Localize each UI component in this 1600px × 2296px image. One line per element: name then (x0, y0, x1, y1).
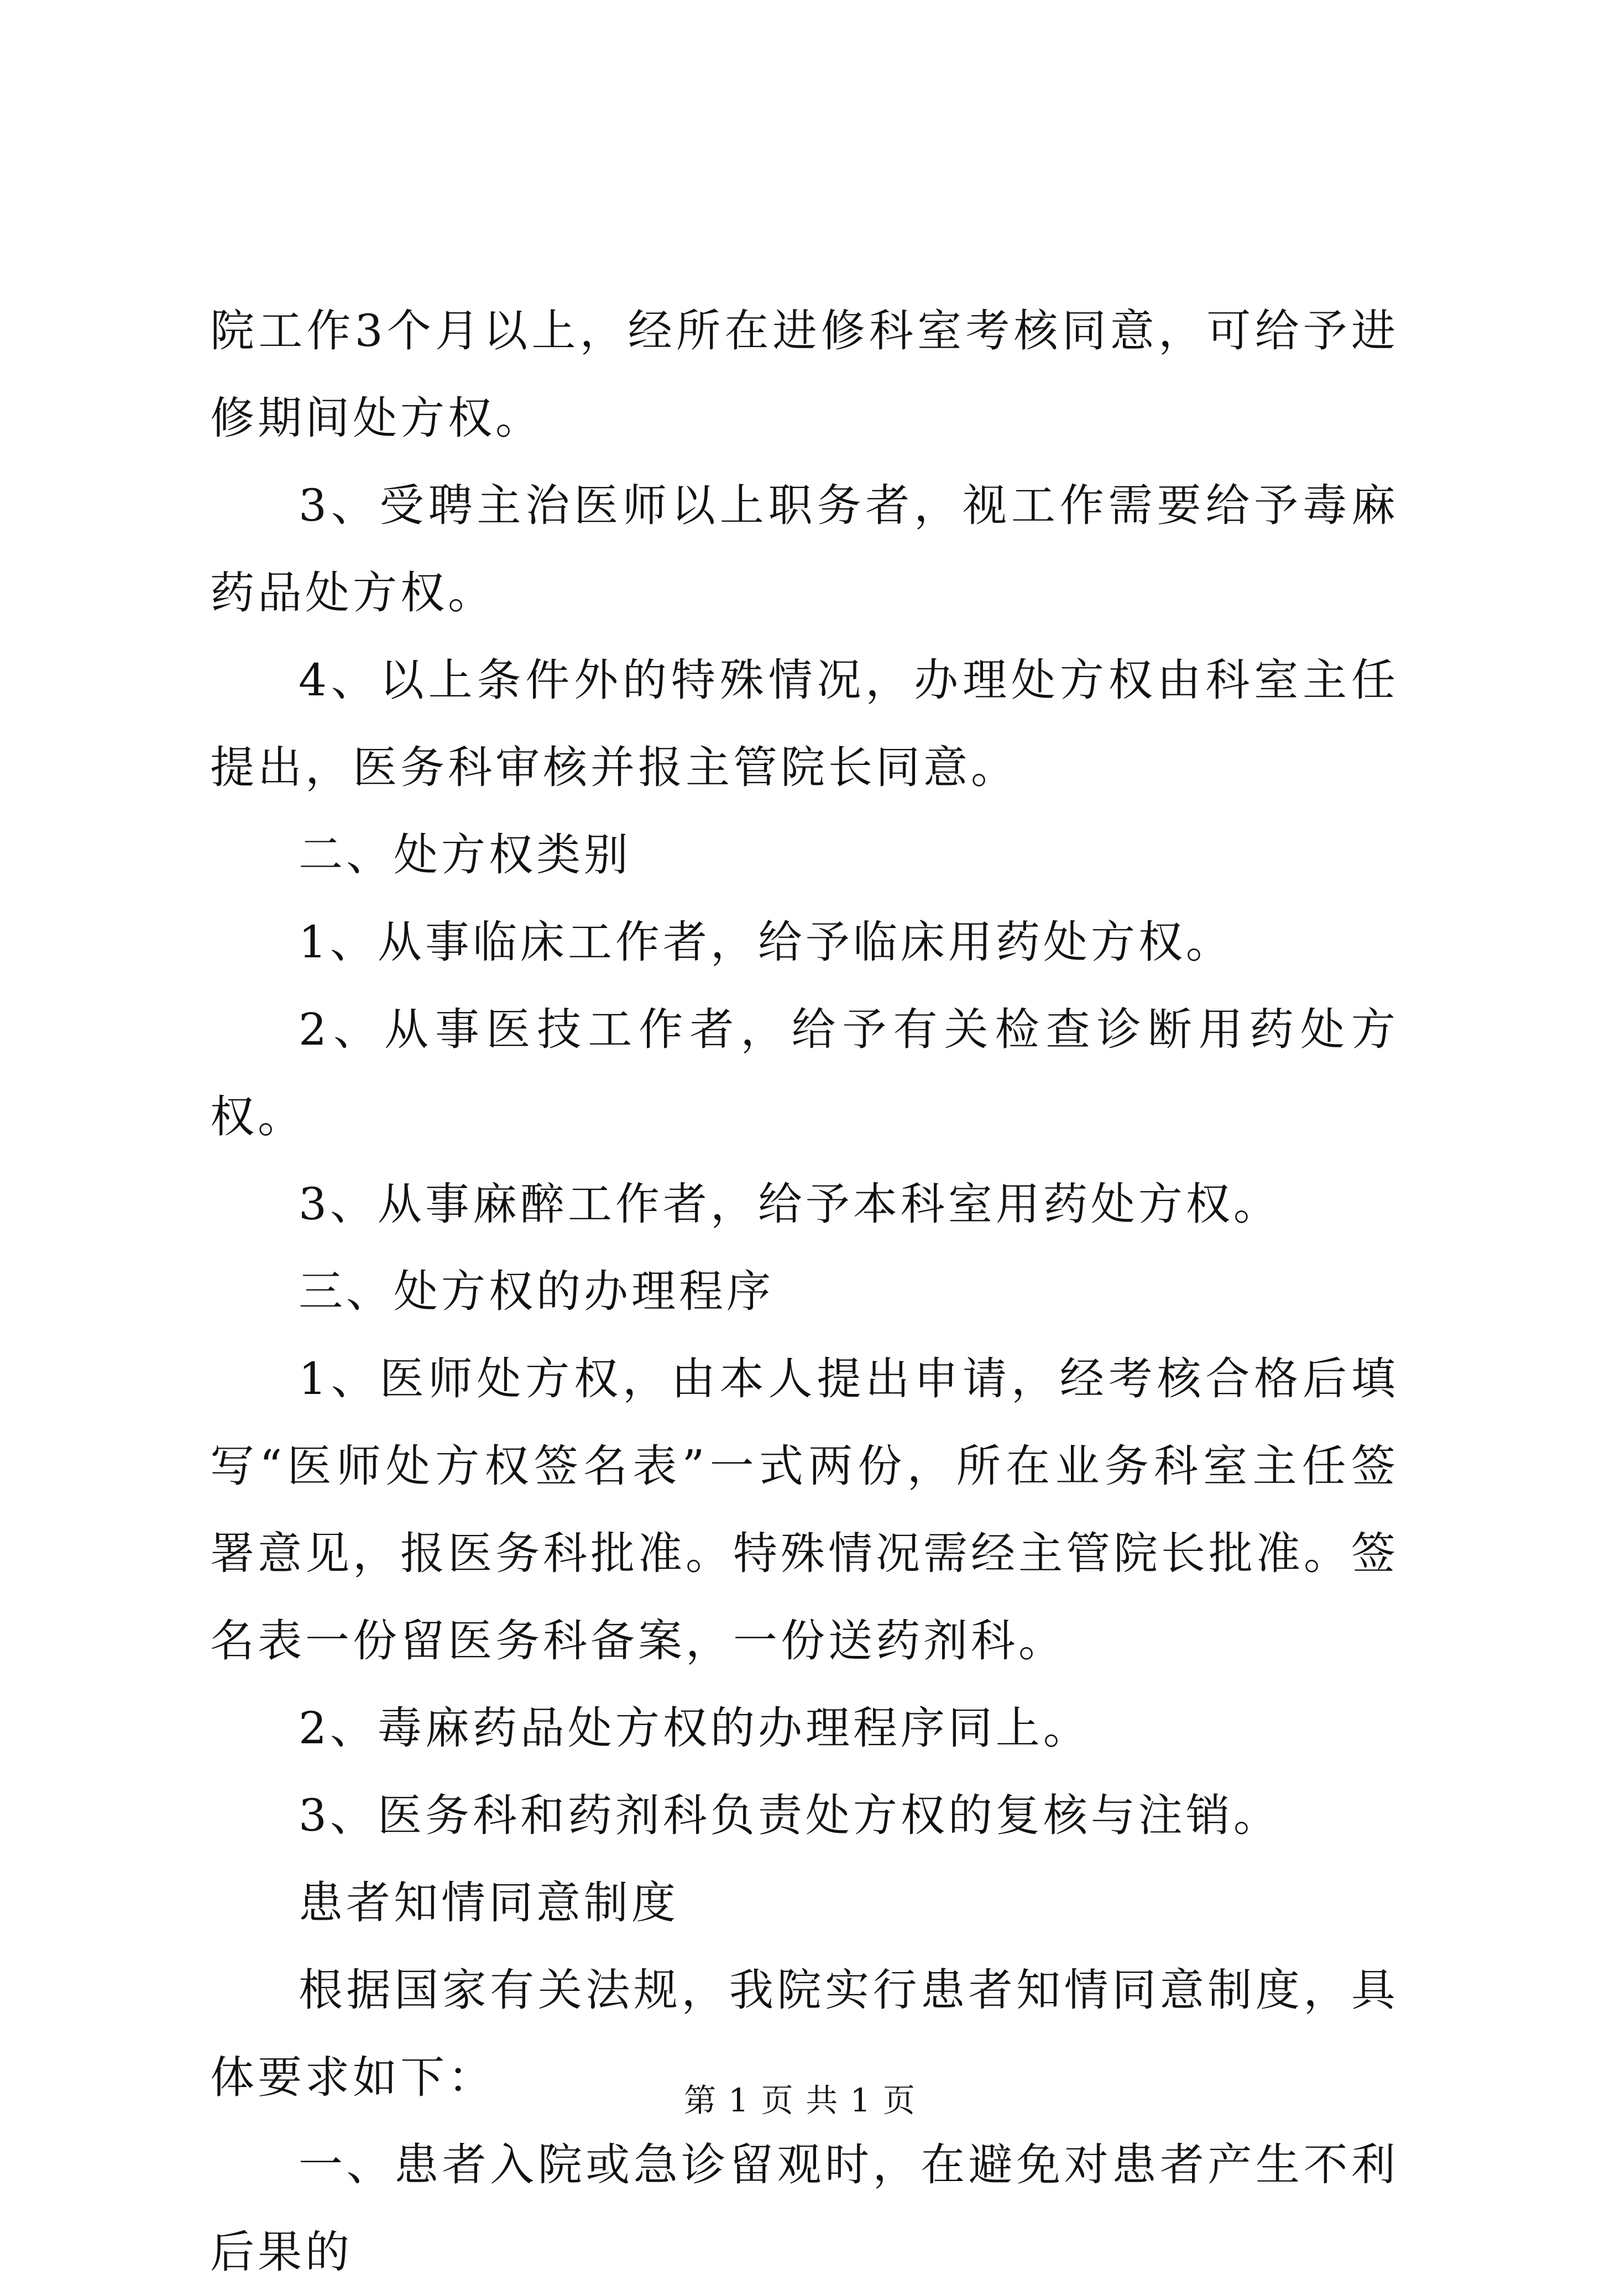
paragraph: 4、以上条件外的特殊情况，办理处方权由科室主任提出，医务科审核并报主管院长同意。 (210, 654, 1399, 793)
section-heading: 三、处方权的办理程序 (299, 1266, 774, 1317)
paragraph: 一、患者入院或急诊留观时，在避免对患者产生不利后果的 (210, 2139, 1399, 2278)
paragraph: 院工作3个月以上，经所在进修科室考核同意，可给予进修期间处方权。 (210, 305, 1399, 444)
section-heading: 二、处方权类别 (299, 829, 631, 880)
document-body (210, 287, 1399, 2296)
paragraph: 3、受聘主治医师以上职务者，视工作需要给予毒麻药品处方权。 (210, 480, 1399, 618)
paragraph: 3、医务科和药剂科负责处方权的复核与注销。 (299, 1790, 1281, 1841)
page-number-footer: 第 1 页 共 1 页 (684, 2082, 916, 2119)
paragraph: 2、从事医技工作者，给予有关检查诊断用药处方权。 (210, 1004, 1399, 1142)
paragraph: 1、从事临床工作者，给予临床用药处方权。 (299, 916, 1233, 968)
paragraph: 2、毒麻药品处方权的办理程序同上。 (299, 1702, 1091, 1754)
document-title: 患者知情同意制度 (299, 1877, 679, 1928)
paragraph: 根据国家有关法规，我院实行患者知情同意制度，具体要求如下： (210, 1964, 1399, 2103)
paragraph: 1、医师处方权，由本人提出申请，经考核合格后填写“医师处方权签名表”一式两份，所在业务科室主任签署意见，报医务科批准。特殊情况需经主管院长批准。签名表一份留医务科备案，一份送药剂科。 (210, 1353, 1399, 1666)
paragraph: 3、从事麻醉工作者，给予本科室用药处方权。 (299, 1178, 1281, 1230)
